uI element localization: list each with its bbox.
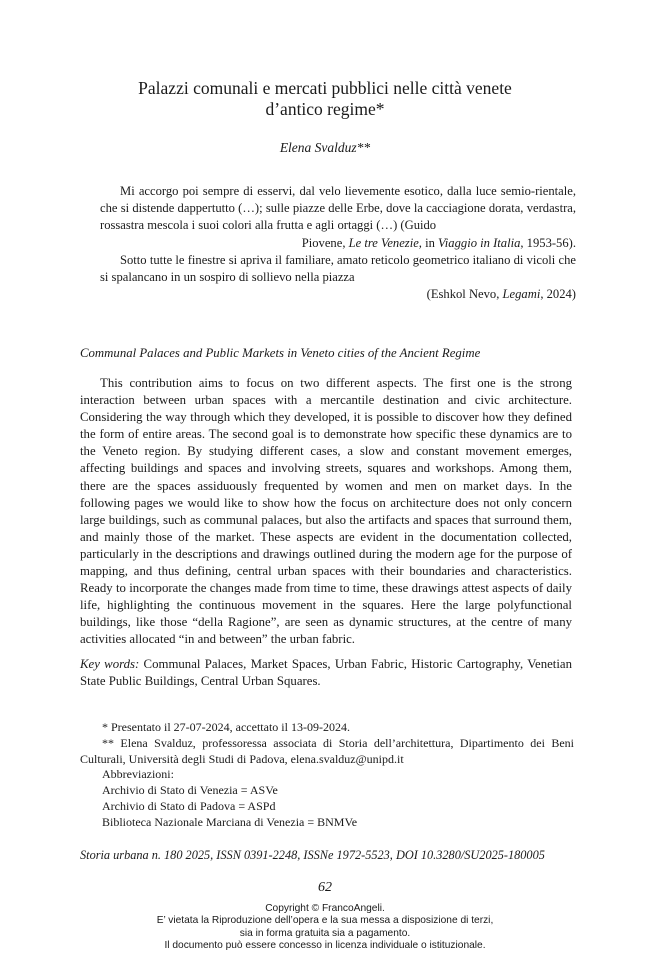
article-author: Elena Svalduz** [279,140,371,155]
quote-1-source-in: in [421,235,439,250]
quote-2-source-author: (Eshkol Nevo, [426,287,503,302]
abstract-text: This contribution aims to focus on two different aspects. The first one is the strong interaction between urban spaces with a mercantile destination and civic architecture. Considering the way through which they developed, it is possible to discover how they defined the form of entire areas. The second goal is to demonstrate how specific these dynamics are to the Veneto region. By studying different cases, a slow and constant movement emerges, affecting buildings and spaces and involving streets, squares and workshops. Among them, there are the spaces assiduously frequented by women and men on market days. In the following pages we would like to show how the focus on architecture does not only concern large buildings, such as communal palaces, but also the artifacts and spaces that surround them, and mainly those of the market. These aspects are evident in the documentation collected, particularly in the descriptions and drawings outlined during the modern age for the purpose of mapping, and thus defining, central urban spaces with their boundaries and characteristics. Ready to incorporate the changes made from time to time, these drawings attest aspects of daily life, highlighting the continuous movement in the squares. Here the large polyfunctional buildings, like those “della Ragione”, are seen as dynamic structures, at the centre of many activities allocated “in and between” the urban fabric. [80,376,572,647]
epigraph-quote-1-source [100,235,576,252]
epigraph-quote-2 [100,252,576,286]
footnote-author-affiliation: ** Elena Svalduz, professoressa associata di Storia dell’architettura, Dipartimento dei Beni Culturali, Università degli Studi di Padova, elena.svalduz@unipd.it [80,735,574,766]
abbreviations-label: Abbreviazioni: [102,767,174,782]
copyright-line-2: E’ vietata la Riproduzione dell’opera e la sua messa a disposizione di terzi, [156,915,494,927]
abbreviation-aspd: Archivio di Stato di Padova = ASPd [102,798,276,813]
copyright-line-3: sia in forma gratuita sia a pagamento. [239,927,411,939]
copyright-line-4: Il documento può essere concesso in licenza individuale o istituzionale. [164,940,486,952]
abbreviation-asve: Archivio di Stato di Venezia = ASVe [102,783,278,798]
quote-2-source-year: , 2024) [540,287,576,302]
article-title-line-1: Palazzi comunali e mercati pubblici nelle città venete [138,78,512,98]
quote-1-source-year: , 1953-56). [520,235,576,250]
epigraph-quote-1 [100,183,576,235]
copyright-notice [0,903,650,953]
epigraph-quote-1-text: Mi accorgo poi sempre di esservi, dal velo lievemente esotico, dalla luce semio-rientale, che si distende dappertutto (…); sulle piazze delle Erbe, dove la cacciagione dorata, verdastra, rossastra mescola i suoi colori alla frutta e agli ortaggi (…) (Guido [100,184,576,233]
abstract-title: Communal Palaces and Public Markets in Veneto cities of the Ancient Regime [80,346,481,360]
footnotes [80,720,574,831]
abbreviation-bnmve: Biblioteca Nazionale Marciana di Venezia = BNMVe [102,814,358,829]
page-number: 62 [318,880,332,895]
article-title [80,78,570,120]
epigraph-quote-2-source [100,286,576,303]
epigraph-quote-2-text: Sotto tutte le finestre si apriva il familiare, amato reticolo geometrico italiano di vicoli che si spalancano in un sospiro di sollievo nella piazza [100,252,576,285]
quote-2-source-work: Legami [502,287,541,302]
quote-1-source-book: Viaggio in Italia [438,235,521,250]
keywords [80,656,572,690]
footnote-dates: * Presentato il 27-07-2024, accettato il 13-09-2024. [102,720,350,734]
copyright-line-1: Copyright © FrancoAngeli. [265,903,385,914]
keywords-label: Key words: [80,657,140,671]
journal-info: Storia urbana n. 180 2025, ISSN 0391-2248, ISSNe 1972-5523, DOI 10.3280/SU2025-180005 [80,848,545,862]
quote-1-source-work: Le tre Venezie, [348,235,422,250]
quote-1-source-author: Piovene, [301,235,349,250]
keywords-list: Communal Palaces, Market Spaces, Urban Fabric, Historic Cartography, Venetian State Public Buildings, Central Urban Squares. [80,657,572,689]
article-title-line-2: d’antico regime* [265,99,385,119]
epigraph [100,183,576,303]
